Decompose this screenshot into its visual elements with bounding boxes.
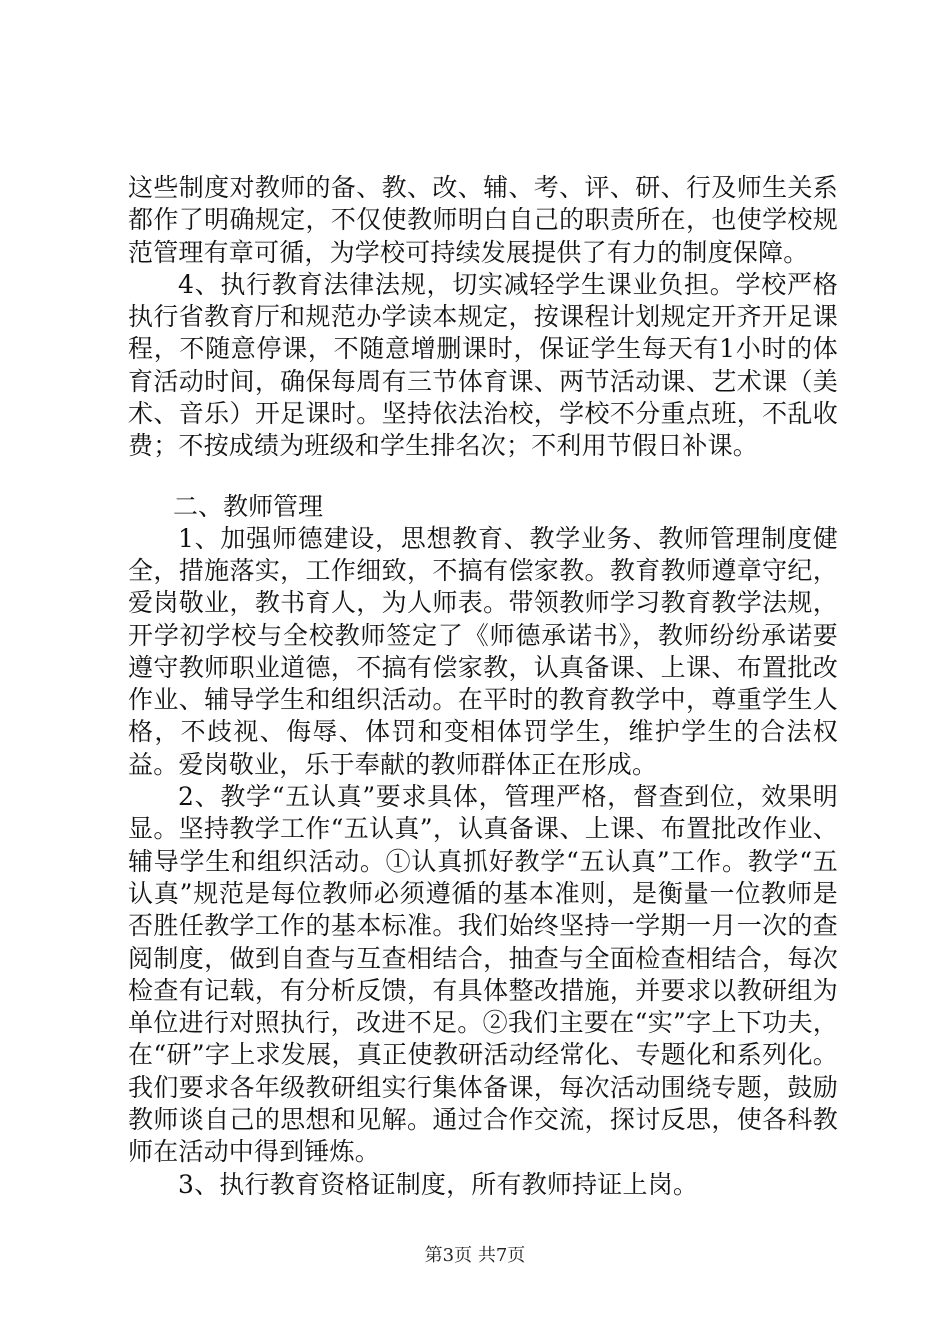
paragraph-teacher-item-3: 3、执行教育资格证制度，所有教师持证上岗。 xyxy=(178,1169,699,1199)
page-number: 第3页 共7页 xyxy=(424,1245,526,1266)
paragraph-teacher-item-2: 2、教学“五认真”要求具体，管理严格，督查到位，效果明显。坚持教学工作“五认真”，认真备课、上课、布置批改作业、辅导学生和组织活动。①认真抓好教学“五认真”工作。教学“五认真”规范是每位教师必须遵循的基本准则，是衡量一位教师是否胜任教学工作的基本标准。我们始终坚持一学期一月一次的查阅制度，做到自查与互查相结合，抽查与全面检查相结合，每次检查有记载，有分析反馈，有具体整改措施，并要求以教研组为单位进行对照执行，改进不足。②我们主要在“实”字上下功夫，在“研”字上求发展，真正使教研活动经常化、专题化和系列化。我们要求各年级教研组实行集体备课，每次活动围绕专题，鼓励教师谈自己的思想和见解。通过合作交流，探讨反思，使各科教师在活动中得到锤炼。 xyxy=(128,782,838,1167)
section-gap xyxy=(128,463,838,491)
paragraph-teacher-item-1: 1、加强师德建设，思想教育、教学业务、教师管理制度健全，措施落实，工作细致，不搞有偿家教。教育教师遵章守纪，爱岗敬业，教书育人，为人师表。带领教师学习教育教学法规，开学初学校与全校教师签定了《师德承诺书》，教师纷纷承诺要遵守教师职业道德，不搞有偿家教，认真备课、上课、布置批改作业、辅导学生和组织活动。在平时的教育教学中，尊重学生人格，不歧视、侮辱、体罚和变相体罚学生，维护学生的合法权益。爱岗敬业，乐于奉献的教师群体正在形成。 xyxy=(128,523,838,779)
document-body xyxy=(128,172,838,1201)
paragraph-continuation: 这些制度对教师的备、教、改、辅、考、评、研、行及师生关系都作了明确规定，不仅使教师明白自己的职责所在，也使学校规范管理有章可循，为学校可持续发展提供了有力的制度保障。 xyxy=(128,173,838,267)
paragraph-item-4: 4、执行教育法律法规，切实减轻学生课业负担。学校严格执行省教育厅和规范办学读本规定，按课程计划规定开齐开足课程，不随意停课，不随意增删课时，保证学生每天有1小时的体育活动时间，确保每周有三节体育课、两节活动课、艺术课（美术、音乐）开足课时。坚持依法治校，学校不分重点班，不乱收费；不按成绩为班级和学生排名次；不利用节假日补课。 xyxy=(128,269,838,461)
section-heading: 二、教师管理 xyxy=(173,491,324,521)
